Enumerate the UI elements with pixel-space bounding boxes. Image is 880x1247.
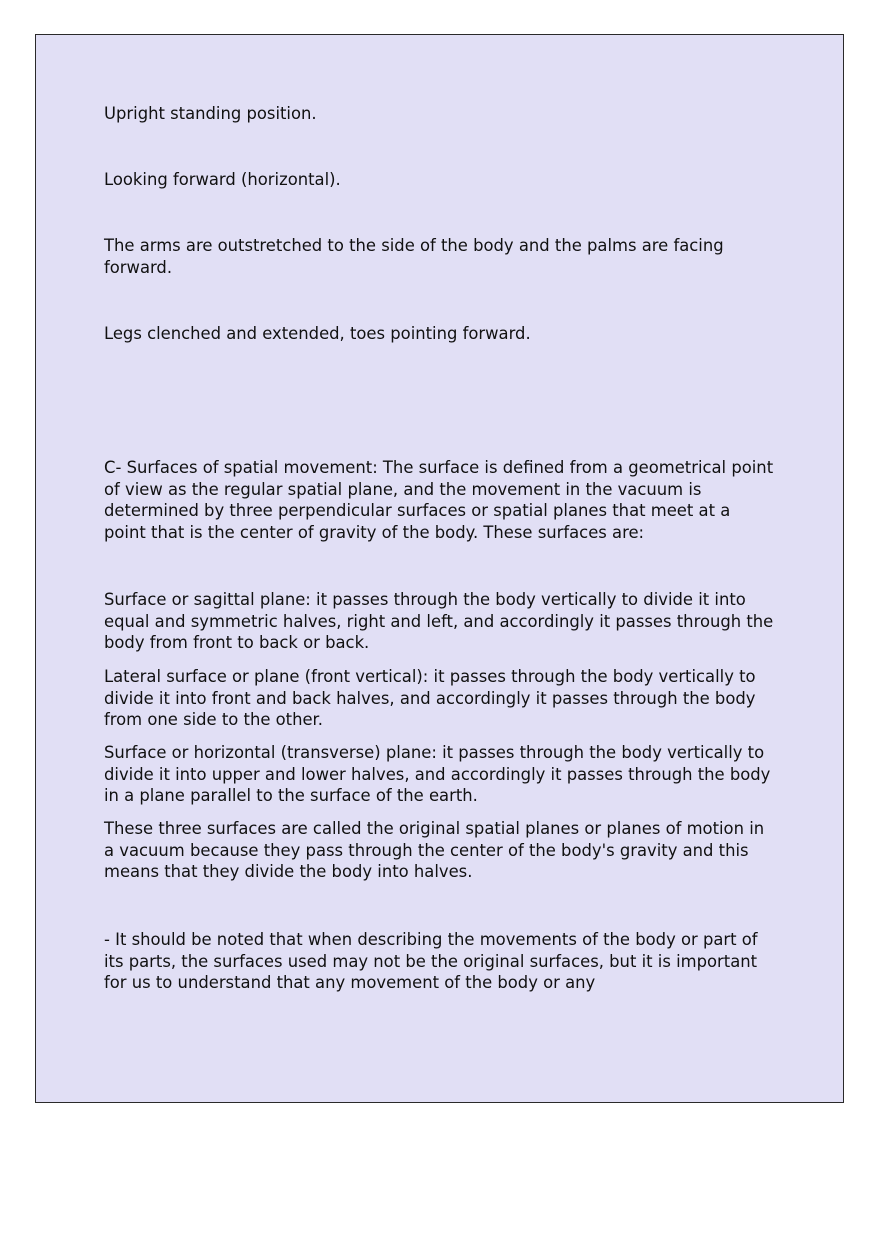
paragraph-sagittal-plane: Surface or sagittal plane: it passes through the body vertically to divide it into equal and symmetric halves, right and left, and accordingly it passes through the body from front to back or back. <box>104 590 774 653</box>
paragraph-horizontal-plane: Surface or horizontal (transverse) plane: it passes through the body vertically to divide it into upper and lower halves, and accordingly it passes through the body in a plane parallel to the surface of the earth. <box>104 743 771 806</box>
paragraph-note-on-movements: - It should be noted that when describing the movements of the body or part of its parts, the surfaces used may not be the original surfaces, but it is important for us to understand that any movement of the body or any <box>104 930 758 993</box>
paragraph-surfaces-of-spatial-movement: C- Surfaces of spatial movement: The surface is defined from a geometrical point of view as the regular spatial plane, and the movement in the vacuum is determined by three perpendicular surfaces or spatial planes that meet at a point that is the center of gravity of the body. These surfaces are: <box>104 458 774 542</box>
paragraph-original-spatial-planes: These three surfaces are called the original spatial planes or planes of motion in a vacuum because they pass through the center of the body's gravity and this means that they divide the body into halves. <box>104 819 765 882</box>
paragraph-upright-position: Upright standing position. <box>104 104 317 123</box>
paragraph-arms-outstretched: The arms are outstretched to the side of the body and the palms are facing forward. <box>104 236 724 277</box>
paragraph-lateral-plane: Lateral surface or plane (front vertical): it passes through the body vertically to divide it into front and back halves, and accordingly it passes through the body from one side to the other. <box>104 667 756 730</box>
paragraph-legs-clenched: Legs clenched and extended, toes pointing forward. <box>104 324 531 343</box>
paragraph-looking-forward: Looking forward (horizontal). <box>104 170 341 189</box>
